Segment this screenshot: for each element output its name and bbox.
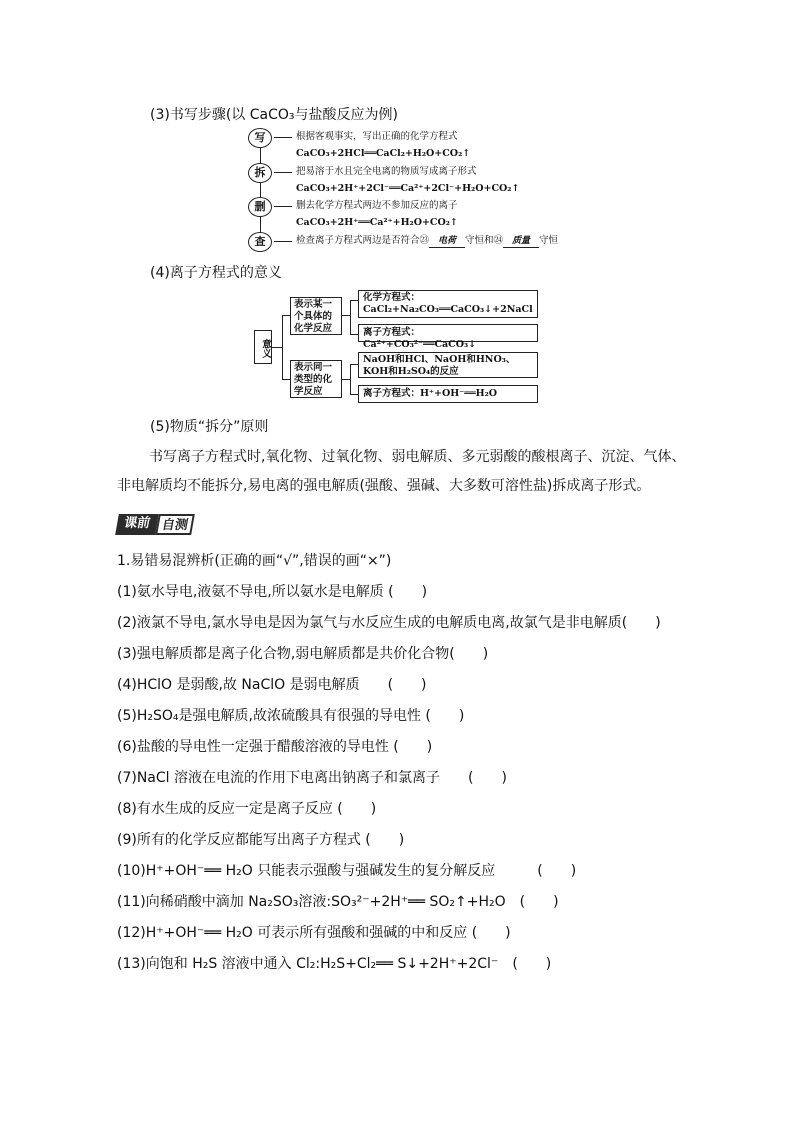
check-desc-prefix: 检查离子方程式两边是否符合㉓ — [296, 235, 430, 246]
step-split-desc: 把易溶于水且完全电离的物质写成离子形式 — [296, 166, 477, 177]
step-line — [274, 206, 292, 207]
connector — [350, 364, 358, 365]
connector — [350, 300, 358, 301]
connector — [350, 334, 358, 335]
connector — [350, 364, 351, 394]
branch1-chemical-eq: 化学方程式：CaCl₂+Na₂CO₃══CaCO₃↓+2NaCl — [358, 290, 538, 318]
quiz-item: (7)NaCl 溶液在电流的作用下电离出钠离子和氯离子 ( ) — [117, 770, 507, 786]
check-desc-mid: 守恒和㉔ — [465, 235, 504, 246]
branch-type: 表示同一类型的化学反应 — [290, 360, 342, 398]
connector — [282, 379, 290, 380]
step-write-desc: 根据客观事实，写出正确的化学方程式 — [296, 131, 458, 142]
step-delete-eq: CaCO₃+2H⁺══Ca²⁺+H₂O+CO₂↑ — [296, 217, 458, 228]
step-split-eq: CaCO₃+2H⁺+2Cl⁻══Ca²⁺+2Cl⁻+H₂O+CO₂↑ — [296, 183, 520, 194]
step-check-desc — [296, 235, 558, 248]
step-write-icon: 写 — [248, 128, 272, 148]
step-delete-desc: 删去化学方程式两边不参加反应的离子 — [296, 200, 458, 211]
branch2-examples: NaOH和HCl、NaOH和HNO₃、KOH和H₂SO₄的反应 — [358, 352, 538, 378]
split-principle-paragraph: 书写离子方程式时,氧化物、过氧化物、弱电解质、多元弱酸的酸根离子、沉淀、气体、非电解质均不能拆分,易电离的强电解质(强酸、强碱、大多数可溶性盐)拆成离子形式。 — [117, 449, 686, 494]
branch1-ionic-eq: 离子方程式：Ca²⁺+CO₃²⁻══CaCO₃↓ — [358, 324, 538, 342]
step-split-icon: 拆 — [248, 163, 272, 183]
step-write-eq: CaCO₃+2HCl══CaCl₂+H₂O+CO₂↑ — [296, 148, 471, 159]
quiz-item: (11)向稀硝酸中滴加 Na₂SO₃溶液:SO₃²⁻+2H⁺══ SO₂↑+H₂O ( ) — [117, 894, 559, 910]
quiz-item: (10)H⁺+OH⁻══ H₂O 只能表示强酸与强碱发生的复分解反应 ( ) — [117, 863, 577, 879]
quiz-item: (3)强电解质都是离子化合物,弱电解质都是共价化合物( ) — [117, 646, 489, 662]
flow-connector — [260, 146, 261, 236]
branch2-ionic-eq: 离子方程式：H⁺+OH⁻══H₂O — [358, 385, 538, 403]
blank-mass: 质量 — [503, 235, 539, 248]
connector — [272, 347, 282, 348]
quiz-item: (8)有水生成的反应一定是离子反应 ( ) — [117, 801, 377, 817]
badge-part1: 课前 — [115, 514, 159, 535]
section5-title: (5)物质“拆分”原则 — [150, 419, 269, 435]
connector — [350, 394, 358, 395]
quiz-item: (12)H⁺+OH⁻══ H₂O 可表示所有强酸和强碱的中和反应 ( ) — [117, 925, 511, 941]
connector — [350, 300, 351, 334]
step-check-icon: 查 — [248, 232, 272, 252]
quiz-item: (5)H₂SO₄是强电解质,故浓硫酸具有很强的导电性 ( ) — [117, 708, 465, 724]
step-delete-icon: 删 — [248, 197, 272, 217]
section4-title: (4)离子方程式的意义 — [150, 265, 282, 281]
quiz-item: (13)向饱和 H₂S 溶液中通入 Cl₂:H₂S+Cl₂══ S↓+2H⁺+2Cl⁻ ( ) — [117, 956, 552, 972]
meaning-root: 意义 — [254, 330, 272, 364]
branch-specific: 表示某一个具体的化学反应 — [290, 297, 342, 335]
quiz-item: (4)HClO 是弱酸,故 NaClO 是弱电解质 ( ) — [117, 677, 427, 693]
quiz-item: (6)盐酸的导电性一定强于醋酸溶液的导电性 ( ) — [117, 739, 433, 755]
quiz-item: (9)所有的化学反应都能写出离子方程式 ( ) — [117, 832, 405, 848]
quiz-item: (1)氨水导电,液氨不导电,所以氨水是电解质 ( ) — [117, 584, 428, 600]
step-line — [274, 137, 292, 138]
connector — [282, 315, 283, 379]
badge-part2: 自测 — [155, 514, 195, 535]
step-line — [274, 241, 292, 242]
connector — [282, 315, 290, 316]
quiz-intro: 1.易错易混辨析(正确的画“√”,错误的画“×”) — [117, 553, 392, 569]
quiz-item: (2)液氯不导电,氯水导电是因为氯气与水反应生成的电解质电离,故氯气是非电解质( ) — [117, 615, 661, 631]
step-line — [274, 172, 292, 173]
connector — [342, 315, 350, 316]
connector — [342, 379, 350, 380]
pre-class-test-badge — [117, 514, 195, 536]
section3-title: (3)书写步骤(以 CaCO₃与盐酸反应为例) — [150, 107, 398, 123]
check-desc-suffix: 守恒 — [539, 235, 559, 246]
blank-charge: 电荷 — [429, 235, 465, 248]
